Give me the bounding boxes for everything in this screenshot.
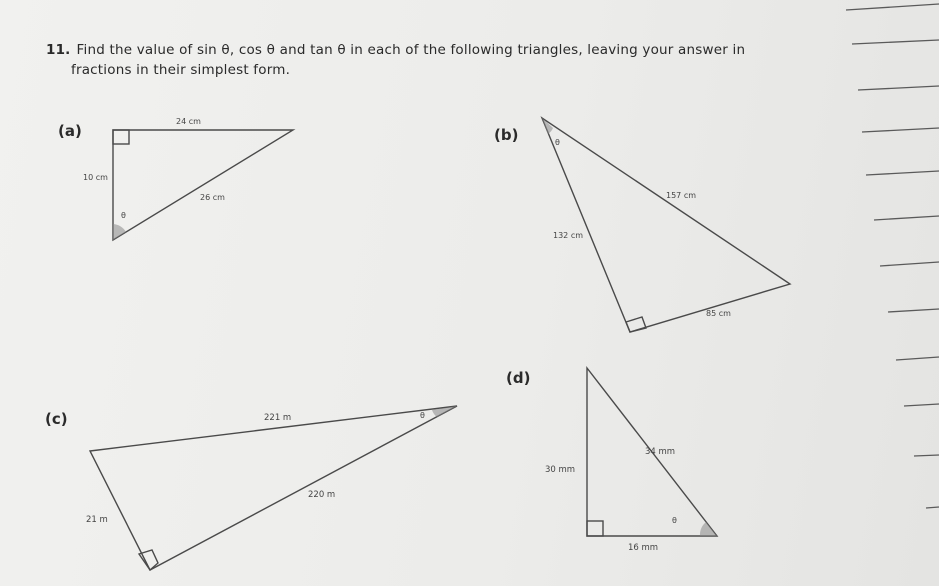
- triangle-c-side-bottom: 220 m: [308, 490, 336, 500]
- triangle-a-side-hyp: 26 cm: [200, 193, 225, 202]
- triangle-a-angle-arc-icon: [113, 224, 126, 240]
- triangle-b-angle-label: θ: [555, 138, 560, 147]
- triangle-a-side-left: 10 cm: [83, 173, 108, 182]
- triangle-d-right-angle-icon: [587, 521, 603, 536]
- triangle-d: [545, 368, 717, 553]
- triangle-a-outline: [113, 130, 293, 240]
- triangle-a-side-top: 24 cm: [176, 117, 201, 126]
- triangle-b-side-bottom: 85 cm: [706, 309, 731, 318]
- question-number: 11.: [46, 42, 71, 58]
- triangle-c: [86, 406, 457, 570]
- triangle-a: [83, 117, 293, 240]
- triangle-b-angle-arc-icon: [542, 118, 553, 134]
- triangle-d-side-bottom: 16 mm: [628, 543, 659, 553]
- triangle-c-angle-label: θ: [420, 411, 425, 420]
- triangle-d-angle-label: θ: [672, 516, 677, 525]
- triangle-d-side-left: 30 mm: [545, 465, 576, 475]
- triangle-b-side-hyp: 157 cm: [666, 191, 697, 200]
- question-line-2: fractions in their simplest form.: [71, 62, 291, 78]
- question-line-1: Find the value of sin θ, cos θ and tan θ in each of the following triangles, leaving your answer in: [76, 42, 746, 58]
- triangle-b-outline: [542, 118, 790, 332]
- triangle-d-side-hyp: 34 mm: [645, 447, 676, 457]
- triangle-a-right-angle-icon: [113, 130, 129, 144]
- notebook-rulings: [846, 4, 939, 508]
- part-c-label: (c): [45, 410, 68, 428]
- triangle-a-angle-label: θ: [121, 211, 126, 220]
- triangle-b: [542, 118, 790, 332]
- part-a-label: (a): [58, 122, 82, 140]
- triangle-c-side-left: 21 m: [86, 515, 108, 525]
- triangle-c-side-hyp: 221 m: [264, 413, 292, 423]
- triangle-b-side-left: 132 cm: [553, 231, 584, 240]
- part-d-label: (d): [506, 369, 531, 387]
- part-b-label: (b): [494, 126, 519, 144]
- triangle-c-outline: [90, 406, 457, 570]
